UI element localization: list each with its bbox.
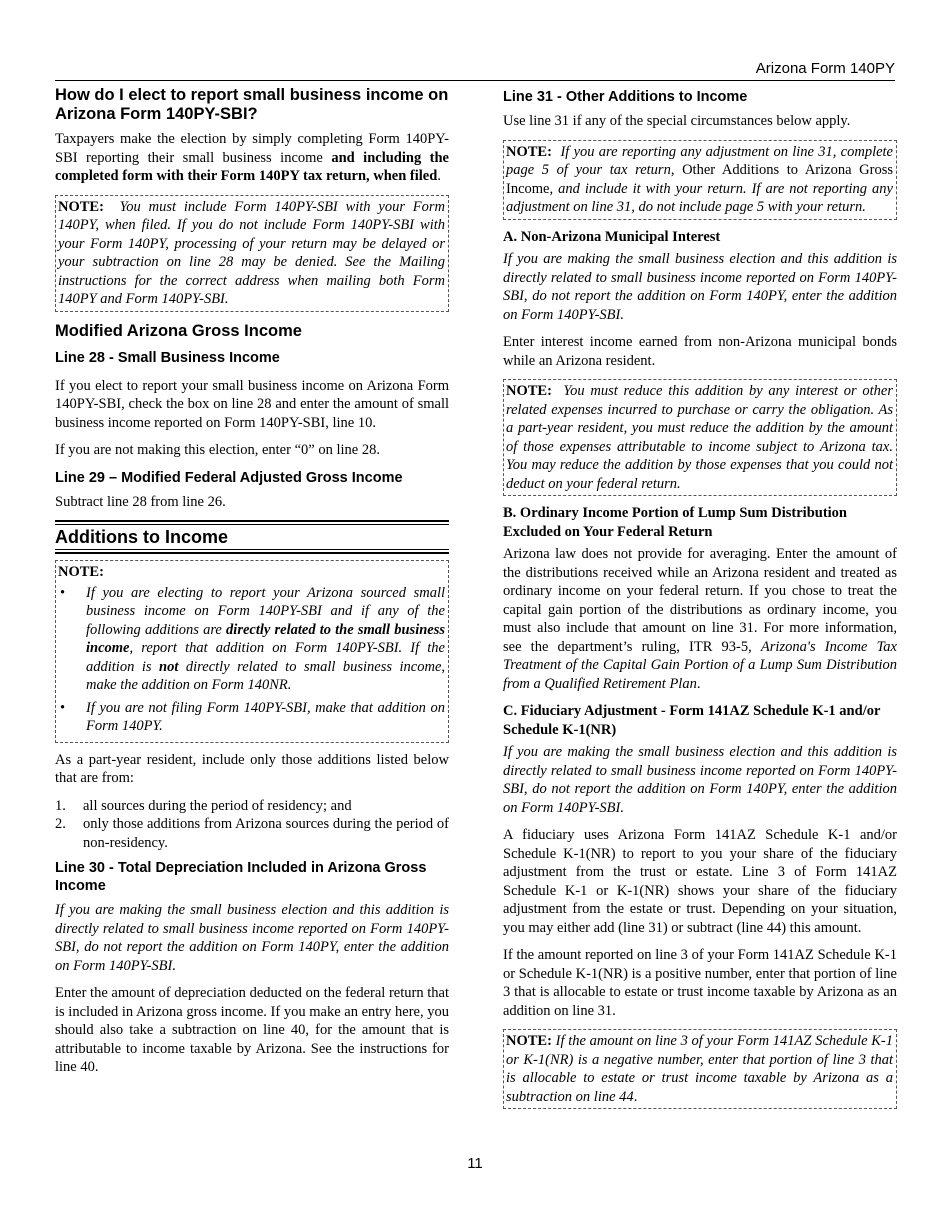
line31-heading: Line 31 - Other Additions to Income	[503, 89, 748, 105]
line29-heading: Line 29 – Modified Federal Adjusted Gross Income	[55, 469, 403, 486]
line31-paragraph: Use line 31 if any of the special circumstances below apply.	[503, 113, 851, 129]
list-item: 2. only those additions from Arizona sources during the period of non-residency.	[55, 816, 449, 851]
fiduciary-paragraph: A fiduciary uses Arizona Form 141AZ Schedule K-1 and/or Schedule K-1(NR) to report to you your share of the fiduciary adjustment from the trust or estate. Line 3 of Form 141AZ Schedule K-1 or K-1(NR) shows your share of the fiduciary adjustment from the estate or trust. Depending on your situation, you may either add (line 31) or subtract (line 44) this amount.	[503, 827, 897, 936]
line30-italic-paragraph: If you are making the small business election and this addition is directly related to small business income reported on Form 140PY-SBI, do not report the addition on Form 140PY, enter the addition on Form 140PY-SBI.	[55, 902, 449, 974]
note-label: NOTE:	[506, 143, 552, 160]
modified-agi-heading: Modified Arizona Gross Income	[55, 321, 302, 340]
municipal-italic-paragraph: If you are making the small business election and this addition is directly related to small business income reported on Form 140PY-SBI, do not report the addition on Form 140PY, enter the addition on Form 140PY-SBI.	[503, 251, 897, 323]
lump-sum-paragraph: Arizona law does not provide for averaging. Enter the amount of the distributions received while an Arizona resident and treated as ordinary income on your federal return. If you chose to treat the capital gain portion of the distributions as ordinary income, you must also include that amount on line 31. For more information, see the department’s ruling, ITR 93-5, Arizona's Income Tax Treatment of the Capital Gain Portion of a Lump Sum Distribution from a Qualified Retirement Plan.	[503, 546, 897, 692]
note-box-interest: NOTE: You must reduce this addition by any interest or other related expenses incurred to purchase or carry the obligation. As a part-year resident, you must reduce the addition by the amount of those expenses attributable to income subject to Arizona tax. You may reduce the addition by those expenses that you could not deduct on your federal return.	[503, 379, 897, 496]
bullet-icon: •	[60, 584, 66, 601]
municipal-interest-heading: A. Non-Arizona Municipal Interest	[503, 228, 721, 245]
elect-text: Taxpayers make the election by simply completing Form 140PY-SBI reporting their small business income	[55, 131, 449, 166]
line30-heading: Line 30 - Total Depreciation Included in Arizona Gross Income	[55, 860, 427, 894]
note-box-negative: NOTE: If the amount on line 3 of your Form 141AZ Schedule K-1 or K-1(NR) is a negative number, enter that portion of line 3 that is allocable to estate or trust income taxable by Arizona as a subtraction on line 44.	[503, 1029, 897, 1109]
list-item: • If you are electing to report your Arizona sourced small business income on Form 140PY-SBI and if any of the following additions are directly related to the small business income, report that addition on Form 140PY-SBI. If the addition is not directly related to small business income, make the addition on Form 140NR.	[60, 584, 446, 693]
list-item: • If you are not filing Form 140PY-SBI, make that addition on Form 140PY.	[60, 699, 445, 734]
line29-paragraph: Subtract line 28 from line 26.	[55, 493, 226, 510]
line28-paragraph-2: If you are not making this election, enter “0” on line 28.	[55, 442, 380, 458]
fiduciary-italic-paragraph: If you are making the small business election and this addition is directly related to small business income reported on Form 140PY-SBI, do not report the addition on Form 140PY, enter the addition on Form 140PY-SBI.	[503, 744, 897, 816]
line28-paragraph: If you elect to report your small business income on Arizona Form 140PY-SBI, check the box on line 28 and enter the amount of small business income reported on Form 140PY-SBI, line 10.	[55, 377, 449, 431]
elect-heading: How do I elect to report small business income on Arizona Form 140PY-SBI?	[55, 86, 449, 123]
header-rule	[55, 80, 895, 81]
note-bullet-list	[58, 584, 445, 736]
fiduciary-paragraph-2: If the amount reported on line 3 of your Form 141AZ Schedule K-1 or Schedule K-1(NR) is a positive number, enter that portion of line 3 that is allocable to estate or trust income taxable by Arizona as an addition on line 31.	[503, 947, 897, 1019]
elect-period: .	[437, 168, 441, 184]
line28-heading: Line 28 - Small Business Income	[55, 349, 280, 366]
fiduciary-heading: C. Fiduciary Adjustment - Form 141AZ Schedule K-1 and/or Schedule K-1(NR)	[503, 703, 881, 738]
note-text: You must include Form 140PY-SBI with your Form 140PY, when filed. If you do not include Form 140PY-SBI with your Form 140PY, processing of your return may be delayed or your subtraction on line 28 may be denied. See the Mailing instructions for the correct address when mailing both Form 140PY and Form 140PY-SBI.	[58, 198, 446, 307]
page-header-title: Arizona Form 140PY	[755, 60, 895, 77]
additions-heading: Additions to Income	[55, 527, 228, 547]
note-label: NOTE:	[58, 198, 104, 215]
note-label: NOTE:	[58, 564, 104, 580]
lump-sum-heading: B. Ordinary Income Portion of Lump Sum Distribution Excluded on Your Federal Return	[503, 505, 847, 540]
note-box-page5: NOTE: If you are reporting any adjustment on line 31, complete page 5 of your tax return, Other Additions to Arizona Gross Income, and include it with your return. If are not reporting any adjustment on line 31, do not include page 5 with your return.	[503, 140, 897, 220]
list-item: 1. all sources during the period of residency; and	[55, 797, 352, 814]
bullet-icon: •	[60, 699, 66, 716]
residency-list	[55, 797, 449, 853]
line30-paragraph: Enter the amount of depreciation deducted on the federal return that is included in Arizona gross income. If you make an entry here, you should also take a subtraction on line 40, for the amount that is attributable to income taxable by Arizona. See the instructions for line 40.	[55, 985, 449, 1075]
note-box-additions	[55, 560, 449, 743]
elect-paragraph	[55, 130, 449, 186]
note-label: NOTE:	[506, 383, 552, 399]
note-box-sbi	[55, 195, 449, 312]
municipal-paragraph: Enter interest income earned from non-Arizona municipal bonds while an Arizona resident.	[503, 334, 897, 369]
right-column	[503, 86, 897, 1117]
page-number: 11	[467, 1155, 483, 1172]
partyear-paragraph: As a part-year resident, include only those additions listed below that are from:	[55, 751, 449, 786]
note-label: NOTE:	[506, 1033, 552, 1049]
elect-bold-text: and including the completed form with their Form 140PY tax return, when filed	[55, 149, 449, 184]
left-column	[55, 86, 449, 1086]
additions-section-header	[55, 520, 449, 554]
